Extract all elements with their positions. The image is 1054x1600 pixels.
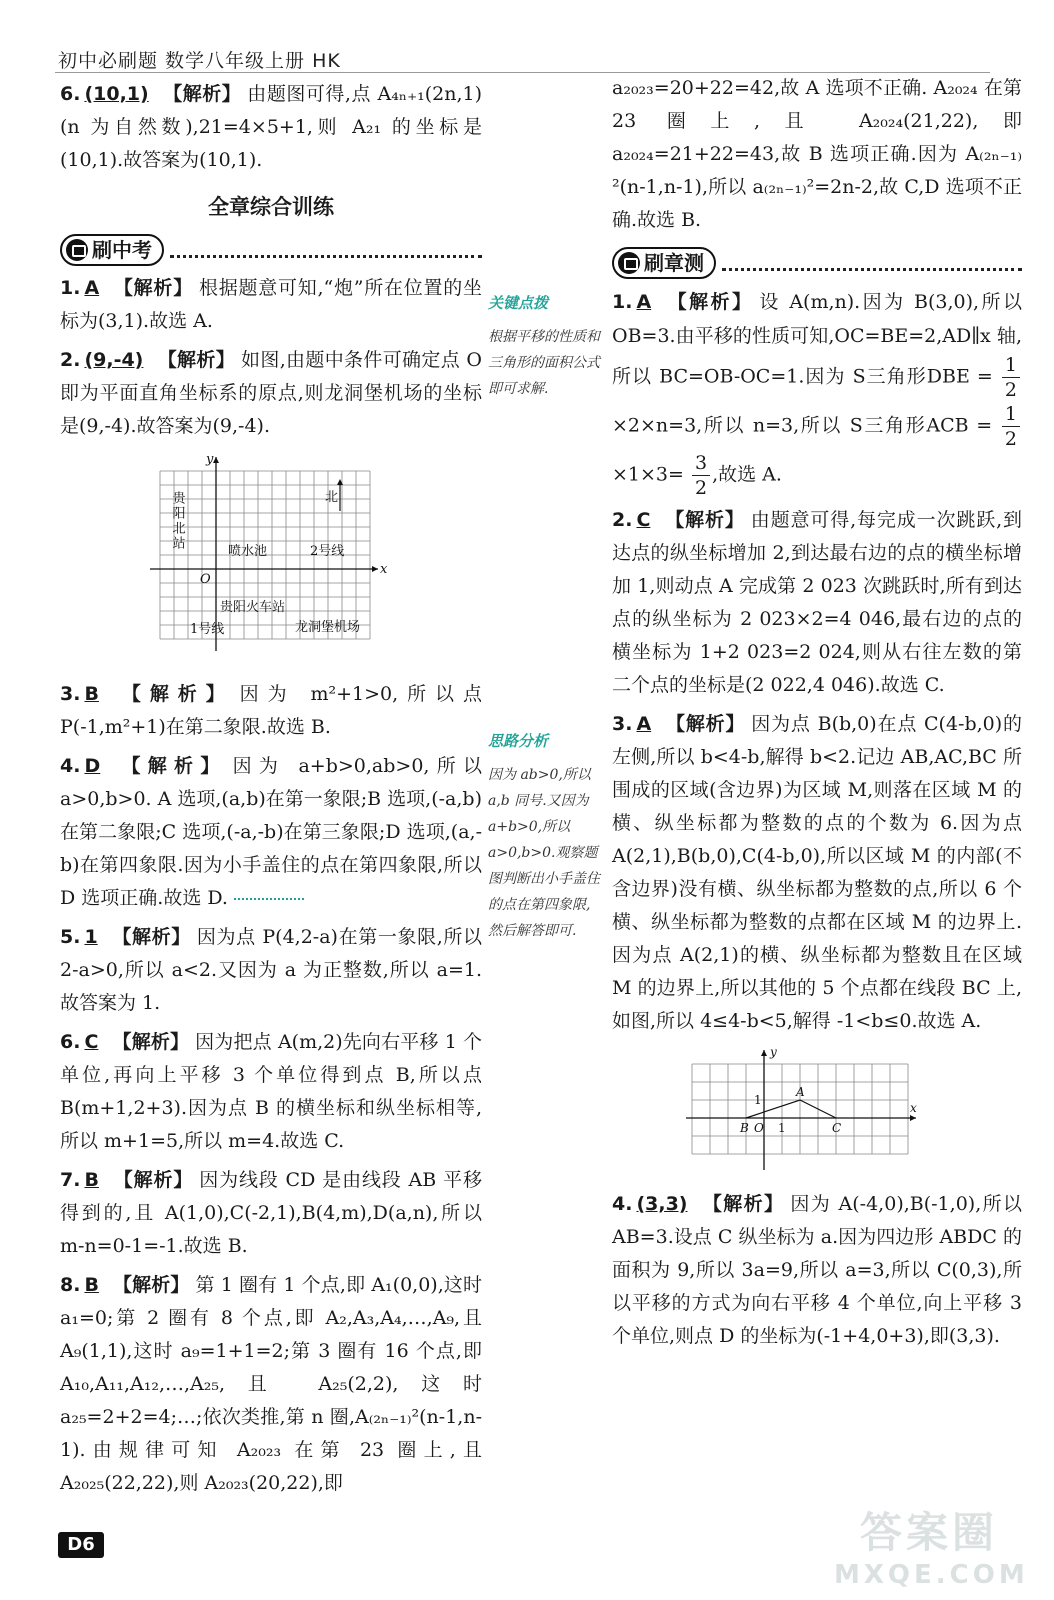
grid-one-y: 1 [754, 1093, 762, 1107]
answer-item: 5. 1 【解析】 因为点 P(4,2-a)在第一象限,所以 2-a>0,所以 a<2.又因为 a 为正整数,所以 a=1.故答案为 1. [60, 926, 482, 1014]
key-tip-text: 根据平移的性质和三角形的面积公式即可求解. [488, 329, 600, 397]
right-column [612, 72, 1022, 1359]
fraction: $\frac{1}{2}$ [1002, 353, 1020, 402]
answer-item: 1. A 【解析】 根据题意可知,“炮”所在位置的坐标为(3,1).故选 A. [60, 277, 482, 332]
answer-item: 6. (10,1) 【解析】 由题图可得,点 A₄ₙ₊₁(2n,1)(n 为自然数),21=4×5+1,则 A₂₁ 的坐标是(10,1).故答案为(10,1). [60, 83, 482, 171]
map-figure [150, 451, 390, 666]
map-line2: 2号线 [310, 544, 345, 559]
pointer-arrow [234, 898, 304, 900]
grid-one-x: 1 [778, 1121, 786, 1135]
grid-point-a: A [796, 1085, 805, 1099]
map-line1: 1号线 [190, 622, 225, 637]
grid-x-label: x [910, 1101, 917, 1115]
dotted-rule [170, 243, 482, 258]
running-header: 初中必刷题 数学八年级上册 HK [58, 50, 341, 72]
answer-item: 1. A 【解析】 设 A(m,n).因为 B(3,0),所以 OB=3.由平移的性质可知,OC=BE=2,AD∥x 轴,所以 BC=OB-OC=1.因为 S三角形DBE = $\frac{1}{2}$ ×2×n=3,所以 n=3,所以 S三角形ACB = $\frac{1}{2}$ ×1×3= $\frac{3}{2}$ ,故选 A. [612, 291, 1022, 499]
banner-zhongkao: 刷中考 [60, 234, 482, 266]
left-column [60, 78, 482, 1506]
answer-item: 4. (3,3) 【解析】 因为 A(-4,0),B(-1,0),所以 AB=3.设点 C 纵坐标为 a.因为四边形 ABDC 的面积为 9,所以 3a=9,所以 a=3,所以 C(0,3),所以平移的方式为向右平移 4 个单位,向上平移 3 个单位,则点 D 的坐标为(-1+4,0+3),即(3,3). [612, 1193, 1022, 1347]
answer-item: 7. B 【解析】 因为线段 CD 是由线段 AB 平移得到的,且 A(1,0),C(-2,1),B(4,m),D(a,n),所以 m-n=0-1=-1.故选 B. [60, 1169, 482, 1257]
answer-continuation: a₂₀₂₃=20+22=42,故 A 选项不正确. A₂₀₂₄ 在第 23 圈上,且 A₂₀₂₄(21,22),即 a₂₀₂₄=21+22=43,故 B 选项正确.因为 A₍₂ₙ₋₁₎²(n-1,n-1),所以 a₍₂ₙ₋₁₎²=2n-2,故 C,D 选项不正确.故选 B. [612, 77, 1022, 231]
section-title: 全章综合训练 [208, 195, 334, 219]
map-north: 北 [325, 490, 339, 505]
map-airport: 龙洞堡机场 [295, 620, 361, 635]
key-tip-note [488, 290, 600, 402]
answer-item: 2. (9,-4) 【解析】 如图,由题中条件可确定点 O 即为平面直角坐标系的原点,则龙洞堡机场的坐标是(9,-4).故答案为(9,-4). [60, 349, 482, 437]
answer-item: 6. C 【解析】 因为把点 A(m,2)先向右平移 1 个单位,再向上平移 3 个单位得到点 B,所以点 B(m+1,2+3).因为点 B 的横坐标和纵坐标相等,所以 m+1=5,所以 m=4.故选 C. [60, 1031, 482, 1152]
brush-icon [618, 252, 640, 274]
answer-item: 3. A 【解析】 因为点 B(b,0)在点 C(4-b,0)的左侧,所以 b<4-b,解得 b<2.记边 AB,AC,BC 所围成的区域(含边界)为区域 M,则落在区域 M 的横、纵坐标都为整数的点的个数为 6.因为点 A(2,1),B(b,0),C(4-b,0),所以区域 M 的内部(不含边界)没有横、纵坐标都为整数的点,所以 6 个横、纵坐标都为整数的点都在区域 M 的边界上.因为点 A(2,1)的横、纵坐标都为整数且在区域 M 的边界上,所以其他的 5 个点都在线段 BC 上,如图,所以 4≤4-b<5,解得 -1<b≤0.故选 A. [612, 713, 1022, 1032]
answer-item: 8. B 【解析】 第 1 圈有 1 个点,即 A₁(0,0),这时 a₁=0;第 2 圈有 8 个点,即 A₂,A₃,A₄,…,A₉,且 A₉(1,1),这时 a₉=1+1=2;第 3 圈有 16 个点,即 A₁₀,A₁₁,A₁₂,…,A₂₅,且 A₂₅(2,2),这时 a₂₅=2+2=4;…;依次类推,第 n 圈,A₍₂ₙ₋₁₎²(n-1,n-1).由规律可知 A₂₀₂₃ 在第 23 圈上,且 A₂₀₂₅(22,22),则 A₂₀₂₃(20,22),即 [60, 1274, 482, 1494]
map-origin-label: O [200, 572, 211, 587]
idea-text: 因为 ab>0,所以 a,b 同号.又因为 a+b>0,所以 a>0,b>0.观察题图判断出小手盖住的点在第四象限,然后解答即可. [488, 767, 600, 939]
dotted-rule [722, 256, 1022, 271]
grid-y-label: y [770, 1046, 777, 1059]
answer-item: 4. D 【解析】 因为 a+b>0,ab>0,所以 a>0,b>0. A 选项,(a,b)在第一象限;B 选项,(-a,b)在第二象限;C 选项,(-a,-b)在第三象限;D 选项,(a,-b)在第四象限.因为小手盖住的点在第四象限,所以 D 选项正确.故选 D. [60, 755, 482, 909]
map-guiyang-station: 贵阳火车站 [220, 600, 286, 615]
grid-point-c: C [832, 1121, 842, 1135]
banner-zhangce: 刷章测 [612, 247, 1022, 279]
page-number: D6 [58, 1532, 104, 1558]
idea-title: 思路分析 [488, 732, 549, 750]
answer-item: 3. B 【解析】 因为 m²+1>0,所以点 P(-1,m²+1)在第二象限.故选 B. [60, 683, 482, 738]
fraction: $\frac{3}{2}$ [692, 451, 710, 500]
idea-note [488, 728, 600, 944]
map-guiyang-north: 贵阳北站 [169, 491, 185, 551]
answer-item: 2. C 【解析】 由题意可得,每完成一次跳跃,到达点的纵坐标增加 2,到达最右边的点的横坐标增加 1,则动点 A 完成第 2 023 次跳跃时,所有到达点的纵坐标为 2 023×2=4 046,最右边的点的横坐标为 1+2 023=2 024,则从右往左数的第二个点的坐标是(2 022,4 046).故选 C. [612, 509, 1022, 696]
map-fountain: 喷水池 [228, 544, 268, 559]
brush-icon [66, 239, 88, 261]
grid-figure [682, 1046, 922, 1176]
fraction: $\frac{1}{2}$ [1002, 402, 1020, 451]
grid-origin: O [754, 1121, 764, 1135]
watermark: 答案圈 MXQE.COM [834, 1508, 1029, 1590]
map-y-label: y [206, 452, 214, 467]
grid-point-b: B [740, 1121, 749, 1135]
map-x-label: x [380, 562, 388, 577]
key-tip-title: 关键点拨 [488, 294, 549, 312]
